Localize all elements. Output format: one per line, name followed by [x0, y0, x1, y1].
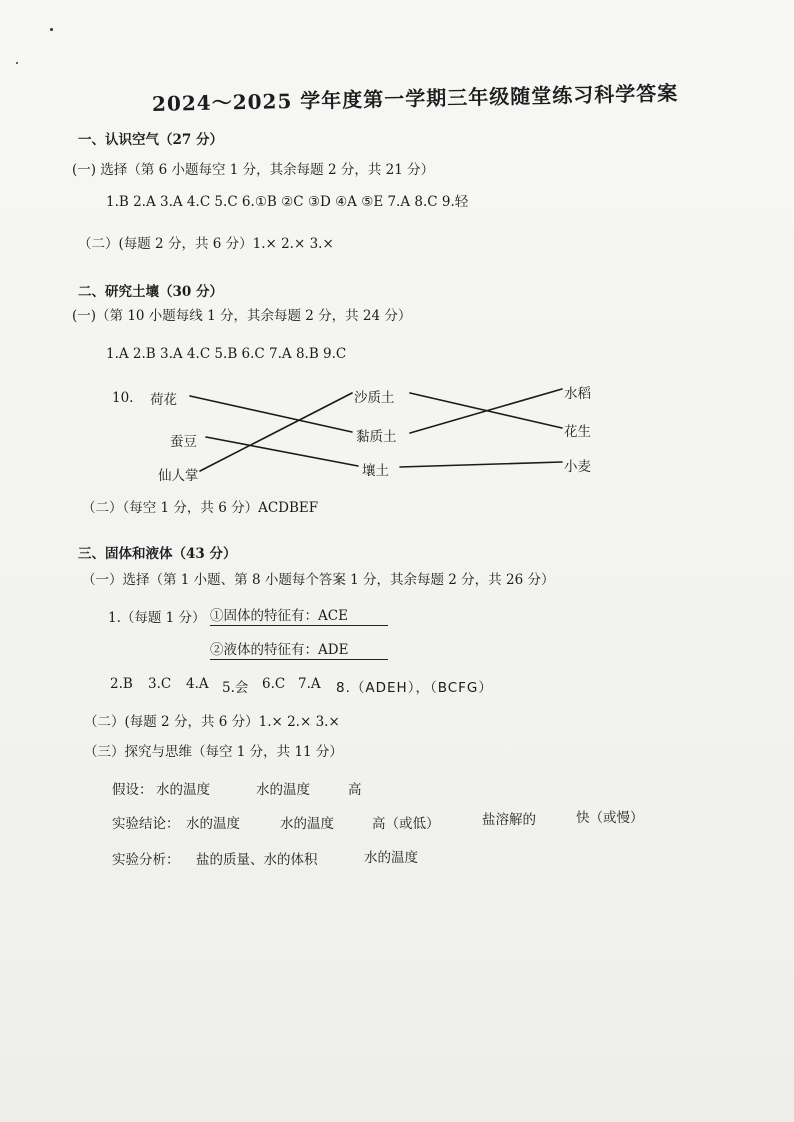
analysis-answer: 盐的质量、水的体积	[196, 852, 318, 868]
analysis-answer: 水的温度	[364, 850, 418, 866]
q1-liquid-answer: ②液体的特征有：ADE	[210, 638, 388, 660]
hypothesis-label: 假设：	[112, 782, 153, 798]
section-2-part-1-answers: 1.A 2.B 3.A 4.C 5.B 6.C 7.A 8.B 9.C	[106, 346, 347, 362]
analysis-label: 实验分析：	[112, 852, 180, 868]
match-line-loam-wheat	[400, 462, 562, 467]
q1-prefix: 1.（每题 1 分）	[108, 610, 206, 626]
section-3-part-1-label: （一）选择（第 1 小题、第 8 小题每个答案 1 分，其余每题 2 分，共 26 分）	[82, 572, 555, 588]
matching-middle-item: 沙质土	[354, 390, 395, 406]
matching-number: 10.	[112, 390, 134, 406]
conclusion-answer: 水的温度	[280, 816, 334, 832]
hypothesis-answer: 高	[348, 782, 362, 798]
matching-right-item: 水稻	[564, 386, 591, 402]
section-3-part-3-label: （三）探究与思维（每空 1 分，共 11 分）	[84, 744, 343, 760]
section-1-part-1-answers: 1.B 2.A 3.A 4.C 5.C 6.①B ②C ③D ④A ⑤E 7.A 8.C 9.轻	[106, 194, 469, 210]
mc-answer: 2.B	[110, 676, 133, 692]
conclusion-answer: 水的温度	[186, 816, 240, 832]
match-line-bean-loam	[206, 437, 358, 466]
mc-answer: 3.C	[148, 676, 172, 692]
page-title: 2024～2025 学年度第一学期三年级随堂练习科学答案	[151, 80, 679, 116]
q1-solid-answer: ①固体的特征有：ACE	[210, 604, 388, 626]
conclusion-answer: 快（或慢）	[576, 810, 644, 826]
section-3-part-2: （二）(每题 2 分，共 6 分）1.× 2.× 3.×	[84, 714, 340, 730]
conclusion-answer: 高（或低）	[372, 816, 440, 832]
section-1-part-1-label: (一) 选择（第 6 小题每空 1 分，其余每题 2 分，共 21 分）	[72, 162, 435, 178]
section-3-heading: 三、固体和液体（43 分）	[78, 546, 237, 562]
match-line-cactus-sand	[200, 393, 352, 471]
match-line-lotus-clay	[190, 396, 352, 432]
hypothesis-answer: 水的温度	[256, 782, 310, 798]
section-2-heading: 二、研究土壤（30 分）	[78, 284, 223, 300]
matching-left-item: 蚕豆	[170, 434, 197, 450]
mc-answer: 7.A	[298, 676, 321, 692]
mc-answer: 4.A	[186, 676, 209, 692]
match-line-clay-rice	[410, 389, 562, 433]
conclusion-answer: 盐溶解的	[482, 812, 536, 828]
hypothesis-answer: 水的温度	[156, 782, 210, 798]
section-1-part-2: （二）(每题 2 分，共 6 分）1.× 2.× 3.×	[78, 236, 334, 252]
matching-right-item: 花生	[564, 424, 591, 440]
matching-left-item: 荷花	[150, 392, 177, 408]
conclusion-label: 实验结论：	[112, 816, 180, 832]
matching-middle-item: 壤土	[362, 463, 389, 479]
matching-right-item: 小麦	[564, 459, 591, 475]
mc-answer: 5.会	[222, 680, 249, 696]
section-2-part-2: （二）（每空 1 分，共 6 分）ACDBEF	[82, 500, 319, 516]
matching-left-item: 仙人掌	[158, 468, 199, 484]
mc-answer: 8.（ADEH），（BCFG）	[336, 680, 493, 696]
matching-middle-item: 黏质土	[356, 429, 397, 445]
section-2-part-1-label: (一)（第 10 小题每线 1 分，其余每题 2 分，共 24 分）	[72, 308, 412, 324]
section-1-heading: 一、认识空气（27 分）	[78, 132, 223, 148]
mc-answer: 6.C	[262, 676, 286, 692]
